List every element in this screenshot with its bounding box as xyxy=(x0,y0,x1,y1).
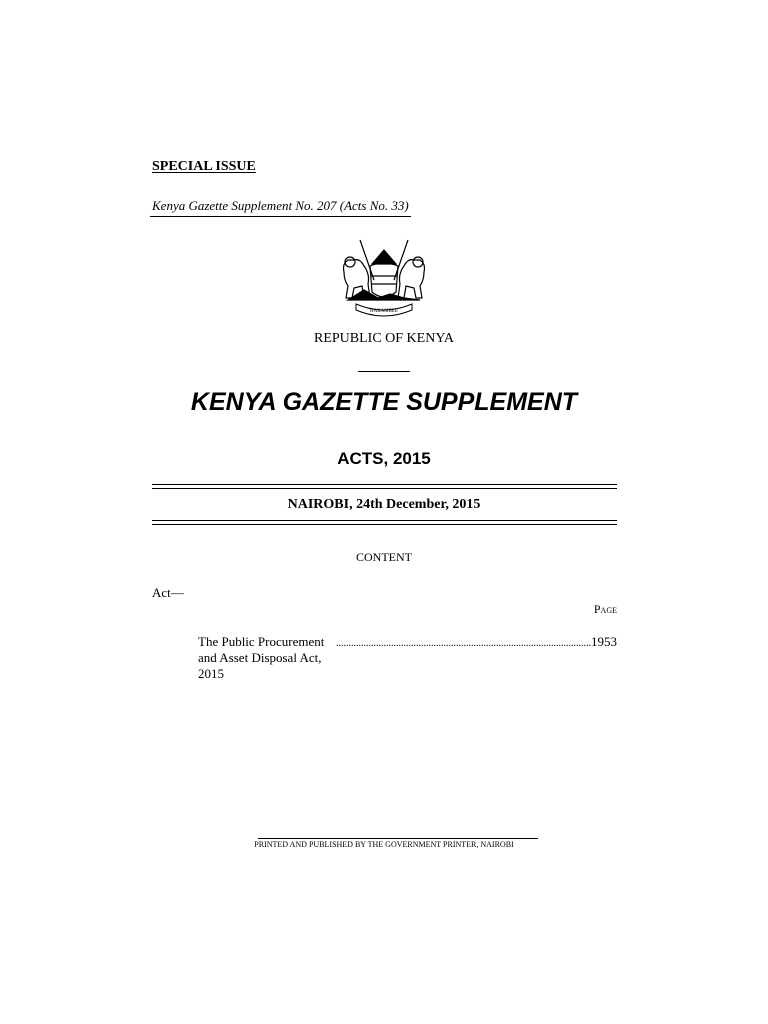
dot-leader: ...................................................................................................... xyxy=(336,638,591,649)
contents-heading: CONTENT xyxy=(356,550,412,564)
republic-name: REPUBLIC OF KENYA xyxy=(313,331,454,346)
act-label: Act— xyxy=(152,585,184,600)
page-column-label: Page xyxy=(593,602,617,616)
entry-title: The Public Procurement and Asset Disposal Act, 2015 xyxy=(198,634,325,681)
contents-entry[interactable] xyxy=(198,634,617,682)
emblem-motto: HARAMBEE xyxy=(369,309,399,314)
double-rule-bottom xyxy=(152,520,617,525)
double-rule-top xyxy=(152,484,617,489)
footer-rule xyxy=(258,838,538,839)
entry-page: 1953 xyxy=(591,634,617,649)
short-divider xyxy=(358,371,410,372)
printer-footer: PRINTED AND PUBLISHED BY THE GOVERNMENT PRINTER, NAIROBI xyxy=(254,840,514,849)
supplement-reference: Kenya Gazette Supplement No. 207 (Acts No. 33) xyxy=(150,198,411,217)
special-issue-heading: SPECIAL ISSUE xyxy=(152,159,256,174)
gazette-title: KENYA GAZETTE SUPPLEMENT xyxy=(190,388,578,416)
coat-of-arms-icon xyxy=(334,236,434,318)
dateline: NAIROBI, 24th December, 2015 xyxy=(287,497,481,512)
acts-year: ACTS, 2015 xyxy=(337,449,431,468)
